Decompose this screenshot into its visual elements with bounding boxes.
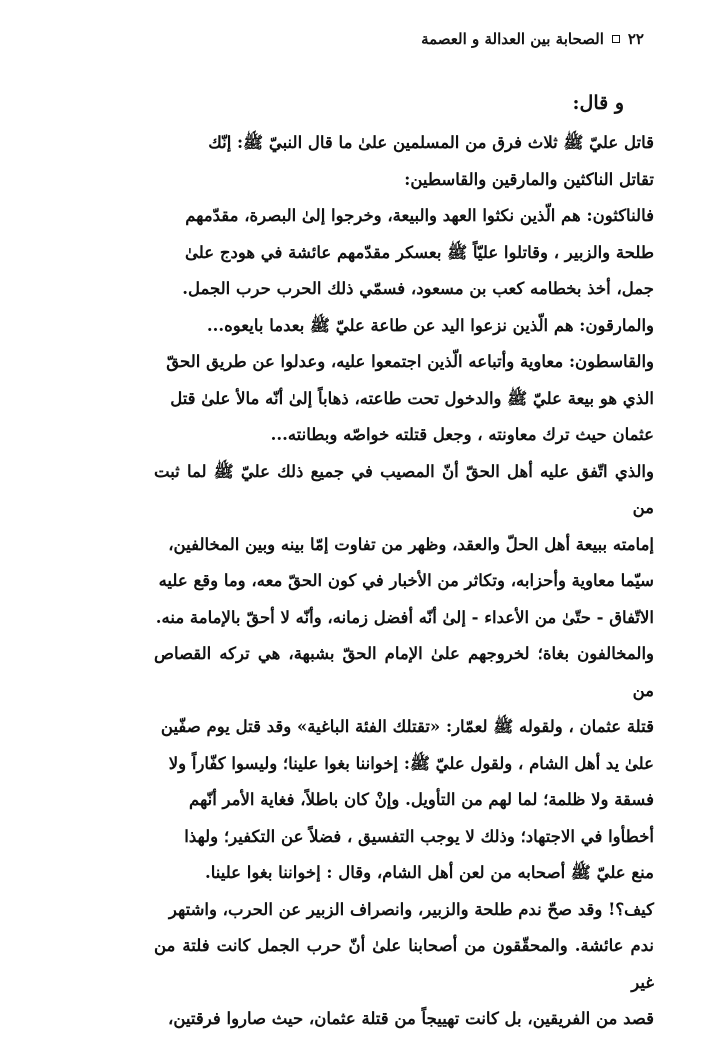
paragraph: والمخالفون بغاة؛ لخروجهم علىٰ الإمام الحقّ بشبهة، هي تركه القصاص من قتلة عثمان ، ولقوله ﷺ لعمّار: «تقتلك الفئة الباغية» وقد قتل يوم صفّين علىٰ يد أهل الشام ، ولقول عليّ ﷺ: إخواننا بغوا علينا؛ وليسوا كفّاراً ولا فسقة ولا ظلمة؛ لما لهم من التأويل. وإنْ كان باطلاً، فغاية الأمر أنّهم أخطأوا في الاجتهاد؛ وذلك لا يوجب التفسيق ، فضلاً عن التكفير؛ ولهذا منع عليّ ﷺ أصحابه من لعن أهل الشام، وقال : إخواننا بغوا علينا. bbox=[154, 644, 654, 882]
intro-line: و قال: bbox=[572, 92, 624, 114]
paragraph: قاتل عليّ ﷺ ثلاث فرق من المسلمين علىٰ ما قال النبيّ ﷺ: إنّك تقاتل الناكثين والمارقين والقاسطين: bbox=[208, 133, 654, 189]
paragraph: فالناكثون: هم الّذين نكثوا العهد والبيعة، وخرجوا إلىٰ البصرة، مقدّمهم طلحة والزبير ، وقاتلوا عليّاً ﷺ بعسكر مقدّمهم عائشة في هودج علىٰ جمل، أخذ بخطامه كعب بن مسعود، فسمّي ذلك الحرب حرب الجمل. bbox=[182, 206, 654, 298]
paragraph: كيف؟! وقد صحّ ندم طلحة والزبير، وانصراف الزبير عن الحرب، واشتهر ندم عائشة. والمحقّقون من أصحابنا علىٰ أنّ حرب الجمل كانت فلتة من غير قصد من الفريقين، بل كانت تهييجاً من قتلة عثمان، حيث صاروا فرقتين، bbox=[154, 899, 654, 1028]
book-title: الصحابة بين العدالة و العصمة bbox=[421, 30, 604, 48]
paragraph: والذي اتّفق عليه أهل الحقّ أنّ المصيب في جميع ذلك عليّ ﷺ لما ثبت من إمامته ببيعة أهل الحلّ والعقد، وظهر من تفاوت إمّا بينه وبين المخالفين، سيّما معاوية وأحزابه، وتكاثر من الأخبار في كون الحقّ معه، وما وقع عليه الاتّفاق - حتّىٰ من الأعداء - إلىٰ أنّه أفضل زمانه، وأنّه لا أحقّ بالإمامة منه. bbox=[154, 461, 654, 627]
paragraph: والمارقون: هم الّذين نزعوا اليد عن طاعة عليّ ﷺ بعدما بايعوه... bbox=[206, 315, 654, 335]
page-number: ٢٢ bbox=[627, 30, 644, 48]
body-text bbox=[154, 125, 654, 1038]
paragraph: والقاسطون: معاوية وأتباعه الّذين اجتمعوا عليه، وعدلوا عن طريق الحقّ الذي هو بيعة عليّ ﷺ والدخول تحت طاعته، ذهاباً إلىٰ أنّه مالأ علىٰ قتل عثمان حيث ترك معاونته ، وجعل قتلته خواصّه وبطانته... bbox=[166, 352, 654, 444]
running-header bbox=[421, 28, 644, 50]
square-ornament-icon bbox=[612, 35, 620, 43]
